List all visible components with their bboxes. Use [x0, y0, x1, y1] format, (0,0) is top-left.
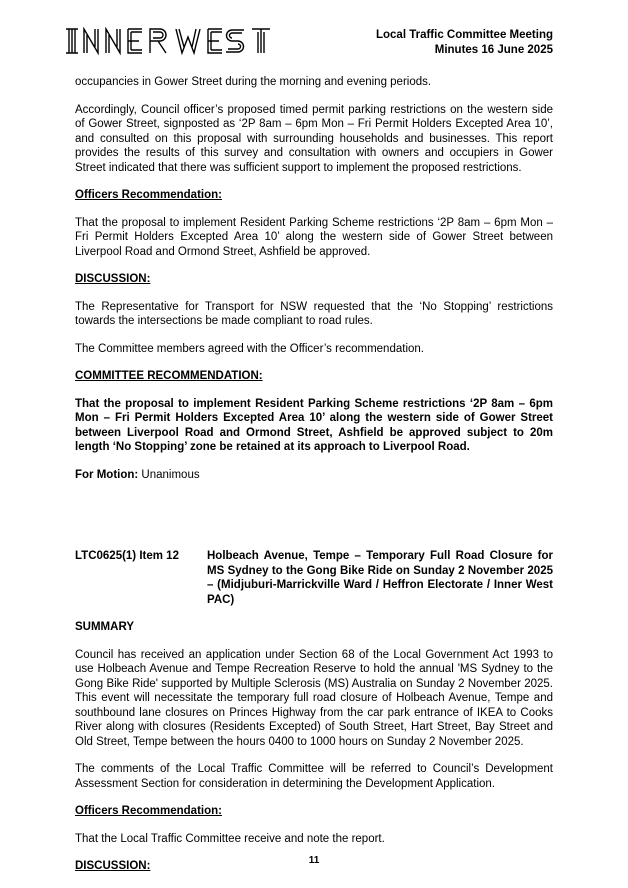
- officers-recommendation-heading: Officers Recommendation:: [75, 805, 222, 817]
- paragraph: That the Local Traffic Committee receive and note the report.: [75, 832, 385, 845]
- paragraph: Accordingly, Council officer’s proposed timed permit parking restrictions on the western side of Gower Street, signposted as ‘2P 8am – 6pm Mon – Fri Permit Holders Excepted Area 10’, and consulted on this proposal with surrounding households and businesses. This report provides the results of this survey and consultation with owners and occupiers in Gower Street indicated that there was sufficient support to implement the proposed restrictions.: [75, 103, 553, 174]
- committee-recommendation-heading: COMMITTEE RECOMMENDATION:: [75, 370, 263, 382]
- header-minutes-date: Minutes 16 June 2025: [434, 44, 553, 56]
- spacer: [75, 495, 553, 549]
- paragraph: That the proposal to implement Resident Parking Scheme restrictions ‘2P 8am – 6pm Mon – Fri Permit Holders Excepted Area 10’ along the western side of Gower Street between Liverpool Road and Ormond Street, Ashfield be approved.: [75, 216, 553, 258]
- for-motion: [75, 468, 553, 483]
- paragraph: The comments of the Local Traffic Committee will be referred to Council’s Development Assessment Section for consideration in determining the Development Application.: [75, 763, 553, 790]
- paragraph: The Committee members agreed with the Officer’s recommendation.: [75, 342, 424, 355]
- inner-west-logo: [64, 27, 272, 55]
- paragraph: Council has received an application under Section 68 of the Local Government Act 1993 to use Holbeach Avenue and Tempe Recreation Reserve to hold the annual 'MS Sydney to the Gong Bike Ride' supported by Multiple Sclerosis (MS) Australia on Sunday 2 November 2025. This event will necessitate the temporary full road closure of Holbeach Avenue, Tempe and southbound lane closures on Princes Highway from the car park entrance of IKEA to Cooks River along with closures (Residents Excepted) of South Street, Hart Street, Bay Street and Old Street, Tempe between the hours 0400 to 1000 hours on Sunday 2 November 2025.: [75, 648, 553, 748]
- discussion-heading: DISCUSSION:: [75, 273, 151, 285]
- summary-heading: SUMMARY: [75, 621, 134, 633]
- item-title: Holbeach Avenue, Tempe – Temporary Full Road Closure for MS Sydney to the Gong Bike Ride on Sunday 2 November 2025 – (Midjuburi-Marrickville Ward / Heffron Electorate / Inner West PAC): [207, 550, 553, 606]
- officers-recommendation-heading: Officers Recommendation:: [75, 189, 222, 201]
- paragraph: occupancies in Gower Street during the morning and evening periods.: [75, 76, 432, 88]
- page-number: 11: [308, 855, 320, 866]
- document-body: [75, 75, 553, 887]
- header-meeting-title: Local Traffic Committee Meeting: [375, 29, 553, 41]
- for-motion-value: Unanimous: [138, 468, 200, 481]
- discussion-heading: DISCUSSION:: [75, 860, 151, 872]
- committee-recommendation-text: That the proposal to implement Resident Parking Scheme restrictions ‘2P 8am – 6pm Mon – Fri Permit Holders Excepted Area 10’ along the western side of Gower Street between Liverpool Road and Ormond Street, Ashfield be approved subject to 20m length ‘No Stopping’ zone be retained at its approach to Liverpool Road.: [75, 397, 553, 453]
- item-id: LTC0625(1) Item 12: [75, 550, 179, 562]
- agenda-item-heading: [75, 549, 553, 607]
- paragraph: The Representative for Transport for NSW requested that the ‘No Stopping’ restrictions towards the intersections be made compliant to road rules.: [75, 300, 553, 327]
- for-motion-label: For Motion:: [75, 468, 139, 481]
- document-header: [376, 28, 553, 58]
